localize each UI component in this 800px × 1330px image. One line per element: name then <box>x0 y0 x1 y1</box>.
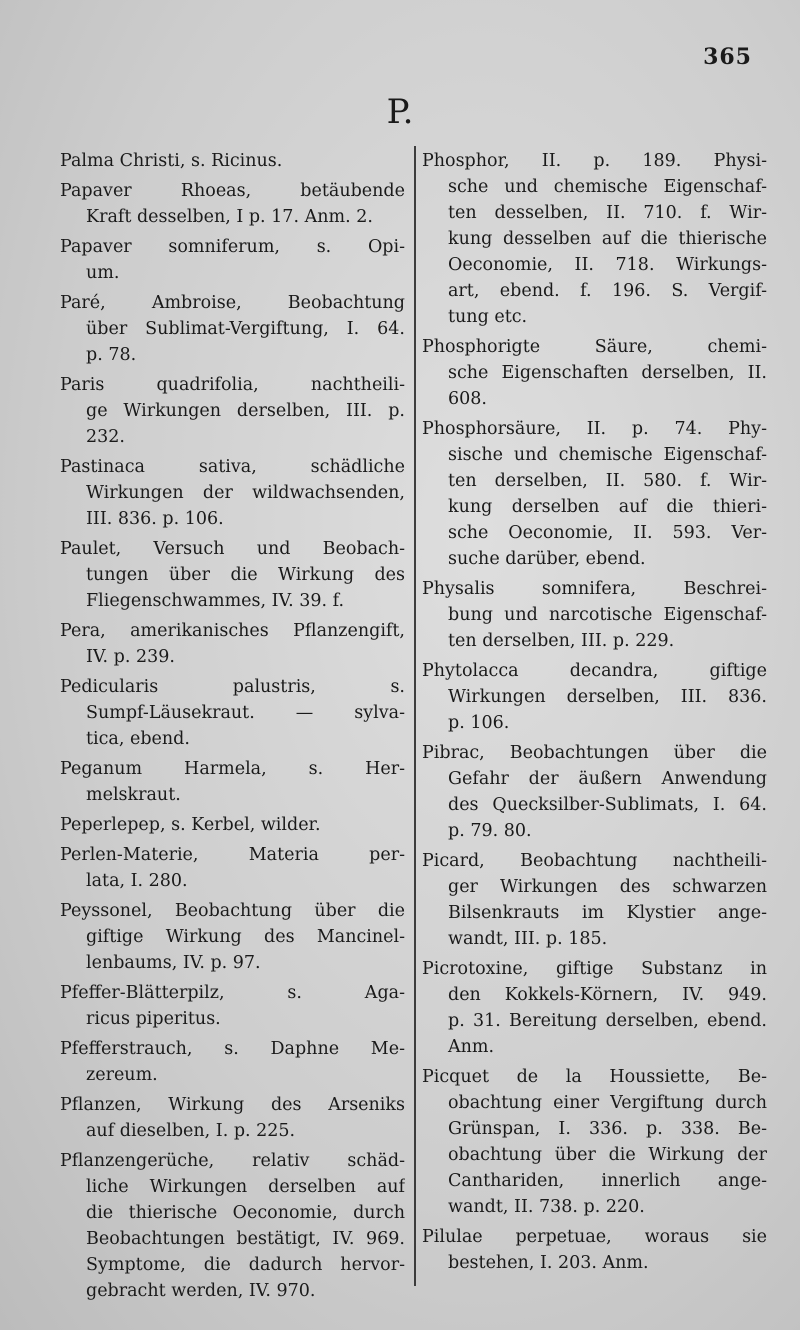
entry-line: sische und chemische Eigenschaf- <box>448 445 767 465</box>
entry-line: Canthariden, innerlich ange- <box>448 1171 767 1191</box>
index-entry <box>422 334 767 412</box>
entry-line: Peganum Harmela, s. Her- <box>60 759 405 779</box>
index-entry <box>60 756 405 808</box>
entry-line: Wirkungen der wildwachsenden, <box>86 483 405 503</box>
entry-line: Pibrac, Beobachtungen über die <box>422 743 767 763</box>
entry-line: liche Wirkungen derselben auf <box>86 1177 405 1197</box>
entry-line: Symptome, die dadurch hervor- <box>86 1255 405 1275</box>
entry-line: p. 106. <box>448 713 510 733</box>
entry-line: über Sublimat-Vergiftung, I. 64. <box>86 319 405 339</box>
entry-line: kung derselben auf die thieri- <box>448 497 767 517</box>
entry-line: Picard, Beobachtung nachtheili- <box>422 851 767 871</box>
entry-line: Kraft desselben, I p. 17. Anm. 2. <box>86 207 373 227</box>
entry-line: tica, ebend. <box>86 729 190 749</box>
entry-line: Sumpf-Läusekraut. — sylva- <box>86 703 405 723</box>
entry-line: 232. <box>86 427 125 447</box>
entry-line: p. 31. Bereitung derselben, ebend. <box>448 1011 767 1031</box>
entry-line: ten derselben, II. 580. f. Wir- <box>448 471 767 491</box>
index-entry <box>60 178 405 230</box>
index-entry <box>60 898 405 976</box>
entry-line: Perlen-Materie, Materia per- <box>60 845 405 865</box>
entry-line: des Quecksilber-Sublimats, I. 64. <box>448 795 767 815</box>
index-entry <box>60 674 405 752</box>
entry-line: tungen über die Wirkung des <box>86 565 405 585</box>
left-column <box>60 148 405 1308</box>
entry-line: lata, I. 280. <box>86 871 188 891</box>
entry-line: Anm. <box>448 1037 495 1057</box>
entry-line: obachtung einer Vergiftung durch <box>448 1093 767 1113</box>
page-number: 365 <box>703 44 752 70</box>
index-entry <box>60 1036 405 1088</box>
index-entry <box>60 536 405 614</box>
entry-line: den Kokkels-Körnern, IV. 949. <box>448 985 767 1005</box>
right-column <box>422 148 767 1280</box>
entry-line: auf dieselben, I. p. 225. <box>86 1121 296 1141</box>
entry-line: bestehen, I. 203. Anm. <box>448 1253 649 1273</box>
entry-line: Pflanzengerüche, relativ schäd- <box>60 1151 405 1171</box>
index-entry <box>60 372 405 450</box>
entry-line: suche darüber, ebend. <box>448 549 646 569</box>
entry-line: lenbaums, IV. p. 97. <box>86 953 261 973</box>
index-entry <box>422 848 767 952</box>
entry-line: Fliegenschwammes, IV. 39. f. <box>86 591 345 611</box>
entry-line: Pfeffer-Blätterpilz, s. Aga- <box>60 983 405 1003</box>
entry-line: sche Oeconomie, II. 593. Ver- <box>448 523 767 543</box>
index-entry <box>60 842 405 894</box>
index-entry <box>60 980 405 1032</box>
entry-line: giftige Wirkung des Mancinel- <box>86 927 405 947</box>
entry-line: melskraut. <box>86 785 181 805</box>
entry-line: Picquet de la Houssiette, Be- <box>422 1067 767 1087</box>
entry-line: Papaver Rhoeas, betäubende <box>60 181 405 201</box>
entry-line: Paré, Ambroise, Beobachtung <box>60 293 405 313</box>
index-entry <box>422 658 767 736</box>
section-letter: P. <box>386 92 414 132</box>
entry-line: gebracht werden, IV. 970. <box>86 1281 316 1301</box>
index-entry <box>422 148 767 330</box>
index-entry <box>60 454 405 532</box>
entry-line: Pilulae perpetuae, woraus sie <box>422 1227 767 1247</box>
entry-line: Palma Christi, s. Ricinus. <box>60 151 283 171</box>
entry-line: Phosphorsäure, II. p. 74. Phy- <box>422 419 767 439</box>
index-entry <box>60 234 405 286</box>
entry-line: ger Wirkungen des schwarzen <box>448 877 767 897</box>
entry-line: 608. <box>448 389 487 409</box>
entry-line: Gefahr der äußern Anwendung <box>448 769 767 789</box>
entry-line: wandt, II. 738. p. 220. <box>448 1197 645 1217</box>
index-entry <box>60 1092 405 1144</box>
index-entry <box>422 956 767 1060</box>
entry-line: art, ebend. f. 196. S. Vergif- <box>448 281 767 301</box>
entry-line: Phytolacca decandra, giftige <box>422 661 767 681</box>
index-entry <box>422 576 767 654</box>
entry-line: Pedicularis palustris, s. <box>60 677 405 697</box>
entry-line: Paris quadrifolia, nachtheili- <box>60 375 405 395</box>
entry-line: Peyssonel, Beobachtung über die <box>60 901 405 921</box>
index-entry <box>60 618 405 670</box>
entry-line: Picrotoxine, giftige Substanz in <box>422 959 767 979</box>
entry-line: p. 79. 80. <box>448 821 532 841</box>
entry-line: Oeconomie, II. 718. Wirkungs- <box>448 255 767 275</box>
entry-line: bung und narcotische Eigenschaf- <box>448 605 767 625</box>
entry-line: kung desselben auf die thierische <box>448 229 767 249</box>
entry-line: sche und chemische Eigenschaf- <box>448 177 767 197</box>
index-entry <box>60 1148 405 1304</box>
index-entry <box>422 1224 767 1276</box>
entry-line: IV. p. 239. <box>86 647 175 667</box>
entry-line: Grünspan, I. 336. p. 338. Be- <box>448 1119 767 1139</box>
entry-line: Paulet, Versuch und Beobach- <box>60 539 405 559</box>
entry-line: Phosphorigte Säure, chemi- <box>422 337 767 357</box>
entry-line: p. 78. <box>86 345 137 365</box>
entry-line: tung etc. <box>448 307 528 327</box>
entry-line: obachtung über die Wirkung der <box>448 1145 767 1165</box>
entry-line: die thierische Oeconomie, durch <box>86 1203 405 1223</box>
entry-line: zereum. <box>86 1065 158 1085</box>
entry-line: um. <box>86 263 120 283</box>
entry-line: Pastinaca sativa, schädliche <box>60 457 405 477</box>
index-entry <box>422 416 767 572</box>
index-entry <box>60 812 405 838</box>
entry-line: Wirkungen derselben, III. 836. <box>448 687 767 707</box>
entry-line: III. 836. p. 106. <box>86 509 224 529</box>
entry-line: Bilsenkrauts im Klystier ange- <box>448 903 767 923</box>
entry-line: Phosphor, II. p. 189. Physi- <box>422 151 767 171</box>
entry-line: ge Wirkungen derselben, III. p. <box>86 401 405 421</box>
index-entry <box>60 290 405 368</box>
index-entry <box>422 740 767 844</box>
entry-line: sche Eigenschaften derselben, II. <box>448 363 767 383</box>
entry-line: ricus piperitus. <box>86 1009 221 1029</box>
entry-line: Peperlepep, s. Kerbel, wilder. <box>60 815 321 835</box>
entry-line: Physalis somnifera, Beschrei- <box>422 579 767 599</box>
entry-line: Pfefferstrauch, s. Daphne Me- <box>60 1039 405 1059</box>
entry-line: Beobachtungen bestätigt, IV. 969. <box>86 1229 405 1249</box>
entry-line: ten desselben, II. 710. f. Wir- <box>448 203 767 223</box>
entry-line: Papaver somniferum, s. Opi- <box>60 237 405 257</box>
column-divider <box>414 146 416 1286</box>
index-entry <box>422 1064 767 1220</box>
entry-line: Pflanzen, Wirkung des Arseniks <box>60 1095 405 1115</box>
entry-line: ten derselben, III. p. 229. <box>448 631 675 651</box>
entry-line: wandt, III. p. 185. <box>448 929 608 949</box>
entry-line: Pera, amerikanisches Pflanzengift, <box>60 621 405 641</box>
index-entry <box>60 148 405 174</box>
